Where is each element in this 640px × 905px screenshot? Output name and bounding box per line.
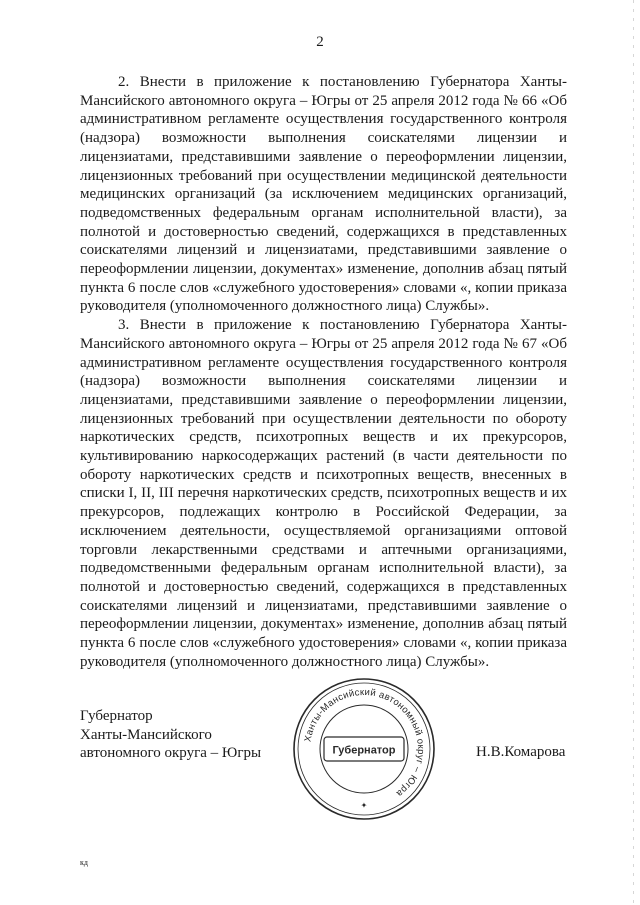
seal-ring-text: Ханты-Мансийский автономный округ – Югра <box>302 686 427 799</box>
paragraph-3: 3. Внести в приложение к постановлению Губернатора Ханты-Мансийского автономного округа – Югры от 25 апреля 2012 года № 67 «Об административном регламенте осуществления государственного контроля (надзора) возможности выполнения соискателями лицензии и лицензиатами, представившими заявление о переоформлении лицензии, лицензионных требований при осуществлении деятельности по обороту наркотических средств, психотропных веществ и их прекурсоров, культивированию наркосодержащих растений (в части деятельности по обороту наркотических средств и психотропных веществ, внесенных в списки I, II, III перечня наркотических средств, психотропных веществ и их прекурсоров, подлежащих контролю в Российской Федерации, за исключением деятельности, осуществляемой организациями оптовой торговли лекарственными средствами и аптечными организациями, подведомственными федеральным органам исполнительной власти), за полнотой и достоверностью сведений, содержащихся в представленных соискателями лицензий и лицензиатами, представившими заявление о переоформлении лицензии, документах» изменение, дополнив абзац пятый пункта 6 после слов «служебного удостоверения» словами «, копии приказа руководителя (уполномоченного должностного лица) Службы». <box>80 317 567 670</box>
signatory-name: Н.В.Комарова <box>476 744 566 760</box>
signatory-title-line: автономного округа – Югры <box>80 745 262 761</box>
seal-star-icon: ✦ <box>360 801 368 810</box>
signatory-title <box>80 707 261 763</box>
footer-mark: кд <box>80 858 88 867</box>
seal-center-text: Губернатор <box>332 744 396 757</box>
paragraph-2: 2. Внести в приложение к постановлению Губернатора Ханты-Мансийского автономного округа – Югры от 25 апреля 2012 года № 66 «Об административном регламенте осуществления государственного контроля (надзора) возможности выполнения соискателями лицензии и лицензиатами, представившими заявление о переоформлении лицензии, лицензионных требований при осуществлении медицинской деятельности медицинских организаций (за исключением медицинских организаций, подведомственных федеральным органам исполнительной власти), за полнотой и достоверностью сведений, содержащихся в представленных соискателями лицензий и лицензиатами, представившими заявление о переоформлении лицензии, документах» изменение, дополнив абзац пятый пункта 6 после слов «служебного удостоверения» словами «, копии приказа руководителя (уполномоченного должностного лица) Службы». <box>80 74 567 315</box>
official-seal <box>290 675 438 823</box>
page-number: 2 <box>316 34 324 50</box>
scan-edge-line <box>633 0 634 905</box>
signatory-title-line: Ханты-Мансийского <box>80 726 212 743</box>
document-body <box>80 73 567 672</box>
signatory-title-line: Губернатор <box>80 708 153 724</box>
